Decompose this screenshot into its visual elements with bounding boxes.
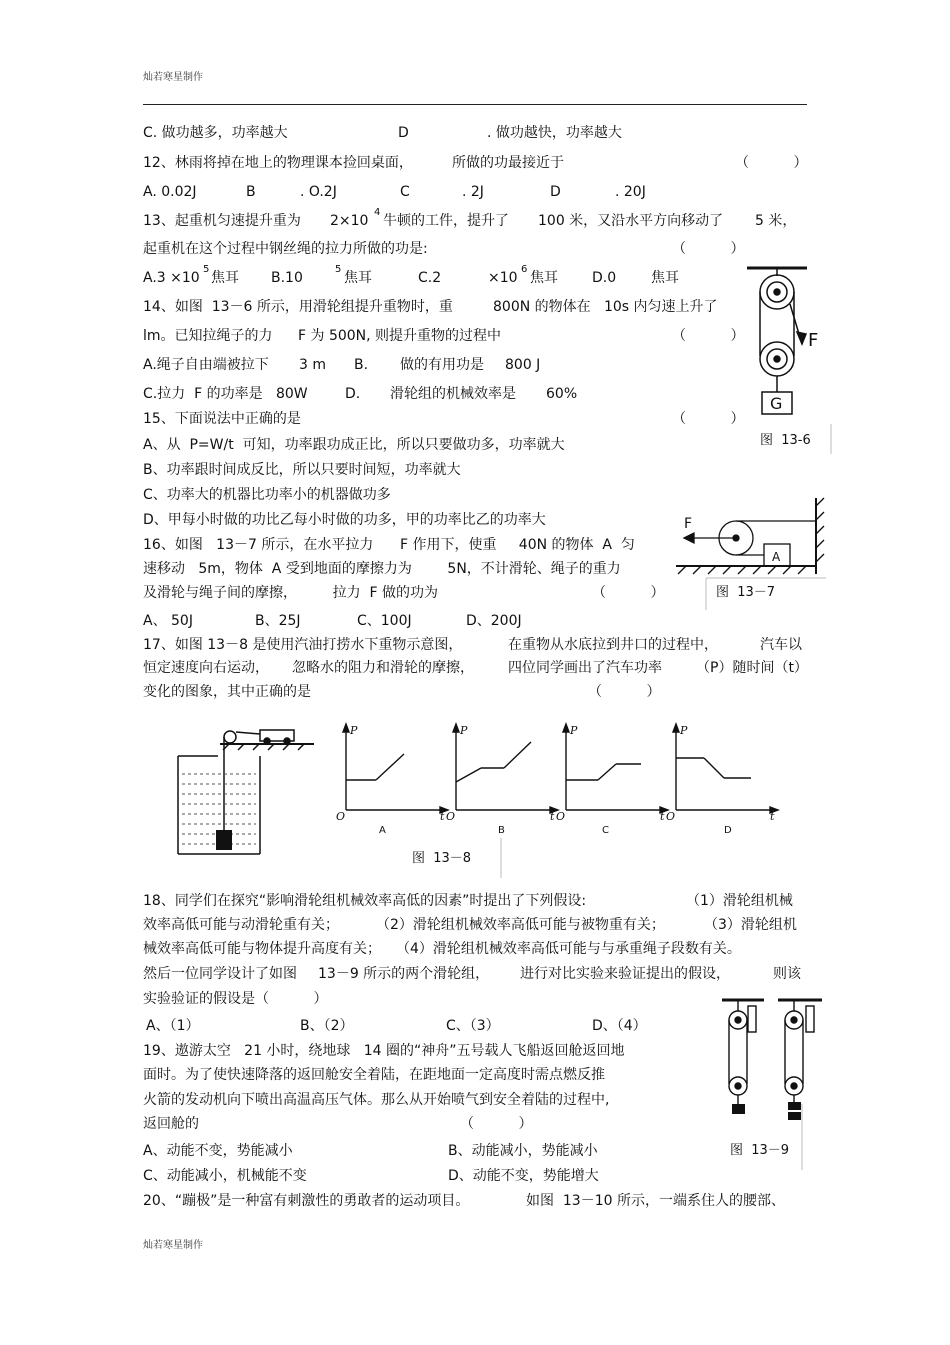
q13-option-a-sup: 5	[203, 264, 210, 275]
page-footer: 灿若寒星制作	[143, 1240, 203, 1251]
q14-option-d-val: 60%	[546, 386, 578, 402]
graph-d-o-label: O	[666, 810, 676, 823]
figure-13-9	[718, 994, 828, 1134]
graph-d-p-label: P	[680, 724, 688, 737]
graph-d-t-label: t	[770, 810, 775, 823]
q19-text-a: 19、遨游太空 21 小时，绕地球 14 圈的“神舟”五号载人飞船返回舱返回地	[143, 1043, 625, 1059]
q17-text-e: 忽略水的阻力和滑轮的摩擦，	[292, 660, 474, 676]
q17-text-g: （P）随时间（t）	[696, 660, 808, 676]
q17-text-b: 在重物从水底拉到井口的过程中，	[508, 637, 718, 653]
option-c: C. 做功越多，功率越大	[143, 125, 288, 141]
q18-option-d: D、（4）	[592, 1018, 647, 1034]
q13-option-d: D.0	[592, 270, 617, 286]
q18-text-c: 效率高低可能与动滑轮重有关；	[143, 917, 339, 933]
q12-option-b-val: . O.2J	[300, 184, 337, 200]
q18-option-a: A、（1）	[146, 1018, 200, 1034]
q19-paren: （ ）	[460, 1116, 533, 1132]
fig136-force-label: F	[808, 330, 819, 351]
q12-option-b: B	[246, 184, 256, 200]
graph-a-label: A	[379, 825, 386, 836]
q17-text-a: 17、如图 13－8 是使用汽油打捞水下重物示意图，	[143, 637, 463, 653]
q14-option-b-val: 800 J	[505, 357, 541, 373]
q18-text-l: 实验验证的假设是（ ）	[143, 991, 328, 1007]
q18-option-c: C、（3）	[446, 1018, 500, 1034]
q13-paren: （ ）	[672, 241, 745, 257]
q13-option-b-unit: 焦耳	[344, 270, 372, 286]
q20-text-b: 如图 13－10 所示，一端系住人的腰部、	[526, 1193, 785, 1209]
q12-option-d-val: . 20J	[615, 184, 646, 200]
q14-text-a: 14、如图 13－6 所示，用滑轮组提升重物时，重	[143, 299, 453, 315]
graph-c-label: C	[602, 825, 609, 836]
graph-d-label: D	[724, 825, 732, 836]
q13-option-d-unit: 焦耳	[651, 270, 679, 286]
q14-option-b-text: 做的有用功是	[400, 357, 484, 373]
q15-paren: （ ）	[672, 411, 745, 427]
q18-text-k: 则该	[773, 966, 801, 982]
q16-option-c: C、100J	[357, 613, 412, 629]
q18-option-b: B、（2）	[300, 1018, 354, 1034]
q17-text-c: 汽车以	[760, 637, 802, 653]
q13-option-a-unit: 焦耳	[211, 270, 239, 286]
q19-option-a: A、动能不变，势能减小	[143, 1143, 293, 1159]
q19-text-b: 面时。为了使快速降落的返回舱安全着陆，在距地面一定高度时需点燃反推	[143, 1067, 605, 1083]
q13-option-c-sup: 6	[521, 264, 528, 275]
fig138-caption-divider	[500, 838, 502, 878]
q12-option-a: A. 0.02J	[143, 184, 197, 200]
q13-option-a: A.3 ×10	[143, 270, 200, 286]
page-header: 灿若寒星制作	[143, 72, 203, 83]
option-d: . 做功越快，功率越大	[487, 125, 622, 141]
graph-b-t-label: t	[550, 810, 555, 823]
q13-text-b: 2×10	[330, 213, 369, 229]
q13-text-a: 13、起重机匀速提升重为	[143, 213, 301, 229]
fig137-block-label: A	[772, 550, 781, 564]
q14-option-b: B.	[354, 357, 369, 373]
q17-paren: （ ）	[588, 684, 661, 700]
q18-text-h: 然后一位同学设计了如图	[143, 966, 297, 982]
figure-13-8-well	[174, 726, 324, 856]
q12-text: 12、林雨将掉在地上的物理课本捡回桌面，	[143, 155, 413, 171]
q19-option-d: D、动能不变，势能增大	[448, 1168, 599, 1184]
fig136-weight-label: G	[770, 394, 783, 413]
q13-text-c: 牛顿的工件，提升了	[383, 213, 509, 229]
figure-13-6	[742, 264, 832, 454]
q13-option-c-b: ×10	[488, 270, 518, 286]
graph-a-t-label: t	[440, 810, 445, 823]
q12-option-c-val: . 2J	[462, 184, 484, 200]
q14-text-c: lm。已知拉绳子的力	[143, 328, 273, 344]
q13-sup: 4	[374, 207, 381, 218]
q13-text-d: 100 米，又沿水平方向移动了	[538, 213, 724, 229]
q14-paren: （ ）	[672, 328, 745, 344]
q12-option-c: C	[400, 184, 410, 200]
q18-text-a: 18、同学们在探究“影响滑轮组机械效率高低的因素”时提出了下列假设:	[143, 893, 587, 909]
q15-option-b: B、功率跟时间成反比，所以只要时间短，功率就大	[143, 462, 461, 478]
q14-text-d: F 为 500N, 则提升重物的过程中	[298, 328, 502, 344]
q18-text-e: （3）滑轮组机	[704, 917, 797, 933]
q18-text-f: 械效率高低可能与物体提升高度有关；	[143, 941, 381, 957]
q18-text-g: （4）滑轮组机械效率高低可能与与承重绳子段数有关。	[396, 941, 741, 957]
fig137-caption: 图 13－7	[716, 585, 776, 600]
q13-option-c-unit: 焦耳	[530, 270, 558, 286]
q17-text-d: 恒定速度向右运动，	[143, 660, 269, 676]
q20-text-a: 20、“蹦极”是一种富有刺激性的勇敢者的运动项目。	[143, 1193, 470, 1209]
q18-text-d: （2）滑轮组机械效率高低可能与被物重有关；	[376, 917, 665, 933]
q13-option-c: C.2	[418, 270, 442, 286]
q13-option-b: B.10	[271, 270, 303, 286]
figure-13-8-graphs	[336, 720, 786, 840]
q16-option-a: A、 50J	[143, 613, 193, 629]
graph-c-p-label: P	[570, 724, 578, 737]
q12-paren: （ ）	[735, 155, 808, 171]
q12-option-d: D	[550, 184, 561, 200]
q15-text: 15、下面说法中正确的是	[143, 411, 301, 427]
q13-text-e: 5 米，	[755, 213, 797, 229]
fig137-force-label: F	[684, 516, 693, 532]
q18-text-j: 进行对比实验来验证提出的假设，	[520, 966, 730, 982]
q19-option-c: C、动能减小，机械能不变	[143, 1168, 307, 1184]
q14-option-d-text: 滑轮组的机械效率是	[390, 386, 516, 402]
header-rule	[143, 104, 807, 105]
q17-text-h: 变化的图象，其中正确的是	[143, 684, 311, 700]
q14-option-a-val: 3 m	[299, 357, 326, 373]
q16-text-c: 及滑轮与绳子间的摩擦， 拉力 F 做的功为	[143, 585, 439, 601]
graph-b-label: B	[498, 825, 505, 836]
q15-option-d: D、甲每小时做的功比乙每小时做的功多，甲的功率比乙的功率大	[143, 512, 546, 528]
q19-option-b: B、动能减小，势能减小	[448, 1143, 598, 1159]
q13-option-b-sup: 5	[335, 264, 342, 275]
graph-c-o-label: O	[556, 810, 566, 823]
q16-text-a: 16、如图 13－7 所示，在水平拉力 F 作用下，使重 40N 的物体 A 匀	[143, 537, 635, 553]
fig139-caption: 图 13－9	[730, 1143, 790, 1158]
q12-text-b: 所做的功最接近于	[452, 155, 564, 171]
q16-paren: （ ）	[592, 585, 665, 601]
q14-option-c: C.拉力 F 的功率是 80W	[143, 386, 308, 402]
graph-a-p-label: P	[350, 724, 358, 737]
q15-option-c: C、功率大的机器比功率小的机器做功多	[143, 487, 391, 503]
q16-option-b: B、25J	[255, 613, 301, 629]
fig136-caption: 图 13-6	[760, 433, 811, 448]
graph-a-o-label: O	[336, 810, 346, 823]
q14-text-b: 800N 的物体在 10s 内匀速上升了	[493, 299, 718, 315]
graph-b-p-label: P	[460, 724, 468, 737]
q13-text-f: 起重机在这个过程中钢丝绳的拉力所做的功是:	[143, 241, 428, 257]
q14-option-a: A.绳子自由端被拉下	[143, 357, 269, 373]
graph-c-t-label: t	[660, 810, 665, 823]
q16-text-b: 速移动 5m，物体 A 受到地面的摩擦力为 5N，不计滑轮、绳子的重力	[143, 561, 621, 577]
q18-text-i: 13－9 所示的两个滑轮组，	[318, 966, 490, 982]
option-d-letter: D	[398, 125, 409, 141]
q15-option-a: A、从 P=W/t 可知，功率跟功成正比，所以只要做功多，功率就大	[143, 437, 565, 453]
fig138-caption: 图 13－8	[412, 851, 472, 866]
q17-text-f: 四位同学画出了汽车功率	[508, 660, 662, 676]
q19-text-d: 返回舱的	[143, 1116, 199, 1132]
graph-b-o-label: O	[446, 810, 456, 823]
q19-text-c: 火箭的发动机向下喷出高温高压气体。那么从开始喷气到安全着陆的过程中,	[143, 1092, 610, 1108]
q14-option-d: D.	[345, 386, 361, 402]
fig139-caption-divider	[801, 1134, 803, 1170]
q18-text-b: （1）滑轮组机械	[686, 893, 793, 909]
q16-option-d: D、200J	[466, 613, 522, 629]
